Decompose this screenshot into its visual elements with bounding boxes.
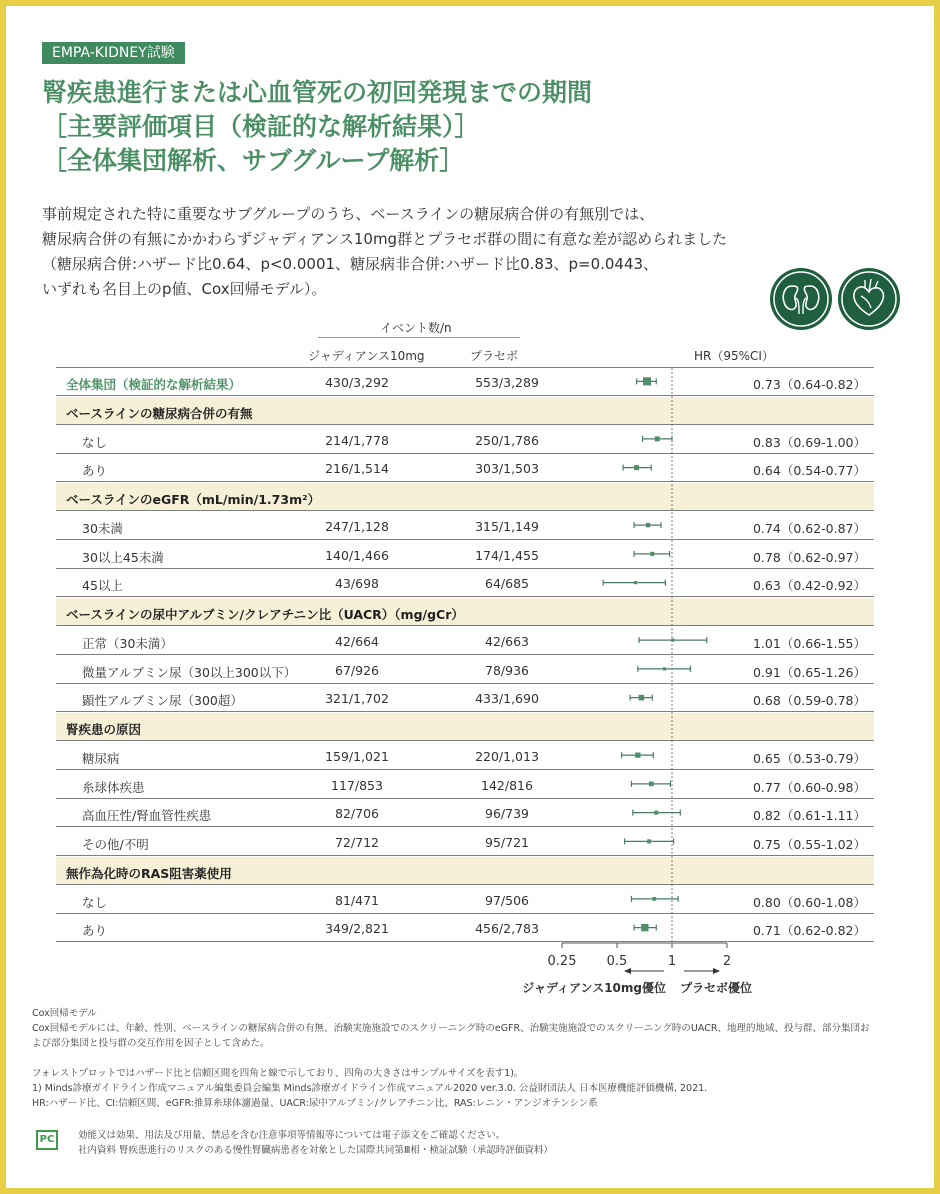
hr-value: 0.68（0.59-0.78） — [752, 693, 866, 709]
title-line-1: 腎疾患進行または心血管死の初回発現までの期間 — [42, 78, 593, 107]
placebo-events: 220/1,013 — [475, 748, 539, 764]
hr-point — [635, 752, 640, 757]
favor-right-arrowhead — [713, 968, 720, 974]
hr-value: 0.91（0.65-1.26） — [752, 664, 866, 680]
placebo-events: 142/816 — [481, 777, 533, 793]
empa-events: 247/1,128 — [325, 518, 389, 534]
row-label: なし — [82, 894, 108, 910]
placebo-events: 456/2,783 — [475, 921, 539, 937]
hr-value: 1.01（0.66-1.55） — [752, 635, 866, 651]
hr-value: 0.83（0.69-1.00） — [752, 434, 866, 450]
col-placebo-header: プラセボ — [470, 349, 519, 363]
hr-value: 0.73（0.64-0.82） — [752, 377, 866, 392]
hr-point — [671, 639, 674, 642]
placebo-events: 96/739 — [485, 806, 529, 822]
footer-line-2: 社内資料 腎疾患進行のリスクのある慢性腎臓病患者を対象とした国際共同第Ⅲ相・検証試験（承認時評価資料） — [78, 1145, 553, 1156]
row-label: その他/不明 — [82, 837, 149, 852]
section-label: 無作為化時のRAS阻害薬使用 — [66, 865, 232, 881]
hr-value: 0.78（0.62-0.97） — [752, 549, 866, 565]
empa-events: 117/853 — [331, 777, 383, 793]
hr-point — [643, 377, 651, 385]
hr-value: 0.80（0.60-1.08） — [752, 894, 866, 910]
empa-events: 159/1,021 — [325, 748, 389, 764]
row-label: 30未満 — [82, 520, 123, 536]
placebo-events: 315/1,149 — [475, 518, 539, 534]
hr-value: 0.65（0.53-0.79） — [752, 750, 866, 766]
forest-note: フォレストプロットではハザード比と信頼区間を四角と線で示しており、四角の大きさはサンプルサイズを表す1)。 — [32, 1068, 524, 1079]
placebo-events: 42/663 — [485, 633, 529, 649]
model-text-2: よび部分集団と投与群の交互作用を因子として含めた。 — [32, 1038, 270, 1049]
empa-events: 72/712 — [335, 835, 379, 850]
placebo-events: 95/721 — [485, 835, 529, 850]
lead-line-1: 事前規定された特に重要なサブグループのうち、ベースラインの糖尿病合併の有無別では、 — [42, 205, 655, 223]
footer — [78, 1128, 898, 1158]
lead-line-3: （糖尿病合併:ハザード比0.64、p<0.0001、糖尿病非合併:ハザード比0.83、p=0.0443、 — [42, 255, 659, 273]
empa-events: 67/926 — [335, 662, 379, 678]
empa-events: 214/1,778 — [325, 432, 389, 448]
hr-point — [650, 552, 654, 556]
placebo-events: 250/1,786 — [475, 432, 539, 448]
placebo-events: 64/685 — [485, 576, 529, 592]
section-label: 腎疾患の原因 — [66, 722, 142, 737]
abbreviations: HR:ハザード比、CI:信頼区間、eGFR:推算糸球体濾過量、UACR:尿中アルブミン/クレアチニン比、RAS:レニン・アンジオテンシン系 — [32, 1098, 598, 1109]
model-title: Cox回帰モデル — [32, 1008, 97, 1019]
footer-line-1: 効能又は効果、用法及び用量、禁忌を含む注意事項等情報等については電子添文をご確認ください。 — [78, 1130, 506, 1141]
row-label: 微量アルブミン尿（30以上300以下） — [82, 664, 297, 680]
title-line-2: ［主要評価項目（検証的な解析結果）］ — [42, 112, 480, 141]
hr-point — [649, 782, 654, 787]
empa-events: 430/3,292 — [325, 375, 389, 390]
row-label: 正常（30未満） — [82, 635, 173, 651]
col-hr-header: HR（95%CI） — [694, 349, 774, 363]
row-label: 糸球体疾患 — [82, 779, 145, 795]
hr-point — [663, 667, 666, 670]
placebo-events: 174/1,455 — [475, 547, 539, 563]
row-label: 高血圧性/腎血管性疾患 — [82, 808, 212, 824]
empa-events: 82/706 — [335, 806, 379, 822]
model-notes — [32, 1006, 902, 1051]
title-line-3: ［全体集団解析、サブグループ解析］ — [42, 146, 465, 175]
x-tick-label: 1 — [667, 954, 677, 969]
favor-left-label: ジャディアンス10mg優位 — [522, 981, 666, 995]
hr-value: 0.75（0.55-1.02） — [752, 837, 866, 852]
study-tag: EMPA-KIDNEY試験 — [42, 42, 185, 64]
hr-point — [641, 924, 648, 931]
references — [32, 1066, 902, 1111]
empa-events: 42/664 — [335, 633, 379, 649]
reference-1: 1) Minds診療ガイドライン作成マニュアル編集委員会編集 Minds診療ガイドライン作成マニュアル2020 ver.3.0. 公益財団法人 日本医療機能評価機構, 2021. — [32, 1083, 708, 1094]
hr-point — [639, 695, 645, 701]
row-label: あり — [82, 923, 108, 939]
x-tick-label: 0.5 — [606, 954, 628, 969]
empa-events: 349/2,821 — [325, 921, 389, 937]
placebo-events: 97/506 — [485, 892, 529, 908]
row-label: 糖尿病 — [82, 750, 120, 766]
placebo-events: 303/1,503 — [475, 461, 539, 477]
hr-point — [634, 465, 639, 470]
empa-events: 81/471 — [335, 892, 379, 908]
row-label: 30以上45未満 — [82, 549, 164, 565]
hr-point — [634, 581, 637, 584]
section-label: ベースラインの尿中アルブミン/クレアチニン比（UACR）（mg/gCr） — [66, 607, 464, 622]
x-tick-label: 0.25 — [547, 954, 577, 969]
placebo-events: 78/936 — [485, 662, 529, 678]
empa-events: 216/1,514 — [325, 461, 389, 477]
hr-point — [646, 523, 650, 527]
row-label: 全体集団（検証的な解析結果） — [66, 377, 242, 392]
favor-right-label: プラセボ優位 — [680, 981, 753, 995]
empa-events: 140/1,466 — [325, 547, 389, 563]
hr-point — [655, 436, 660, 441]
placebo-events: 553/3,289 — [475, 375, 539, 390]
section-label: ベースラインの糖尿病合併の有無 — [66, 405, 253, 421]
empa-events: 321/1,702 — [325, 691, 389, 707]
empa-events: 43/698 — [335, 576, 379, 592]
hr-point — [654, 811, 658, 815]
hr-value: 0.64（0.54-0.77） — [752, 463, 866, 479]
row-label: なし — [82, 434, 108, 450]
hr-point — [647, 839, 651, 843]
hr-value: 0.82（0.61-1.11） — [752, 808, 866, 824]
row-label: あり — [82, 463, 108, 479]
lead-line-2: 糖尿病合併の有無にかかわらずジャディアンス10mg群とプラセボ群の間に有意な差が認められました — [42, 230, 728, 248]
section-label: ベースラインのeGFR（mL/min/1.73m²） — [66, 492, 321, 507]
hr-value: 0.74（0.62-0.87） — [752, 520, 866, 536]
col-empa-header: ジャディアンス10mg — [308, 349, 425, 363]
hr-value: 0.77（0.60-0.98） — [752, 779, 866, 795]
events-header: イベント数/n — [380, 321, 452, 335]
lead-line-4: いずれも名目上のp値、Cox回帰モデル）。 — [42, 280, 327, 298]
row-label: 顕性アルブミン尿（300超） — [82, 693, 243, 709]
model-text-1: Cox回帰モデルには、年齢、性別、ベースラインの糖尿病合併の有無、治験実施施設でのスクリーニング時のeGFR、治験実施施設でのスクリーニング時のUACR、地理的地域、投与群、部分集団お — [32, 1023, 870, 1034]
hr-point — [652, 897, 656, 901]
row-label: 45以上 — [82, 578, 123, 594]
x-tick-label: 2 — [722, 954, 732, 969]
placebo-events: 433/1,690 — [475, 691, 539, 707]
hr-value: 0.71（0.62-0.82） — [752, 923, 866, 939]
pc-logo: PC — [36, 1130, 58, 1150]
hr-value: 0.63（0.42-0.92） — [752, 578, 866, 594]
